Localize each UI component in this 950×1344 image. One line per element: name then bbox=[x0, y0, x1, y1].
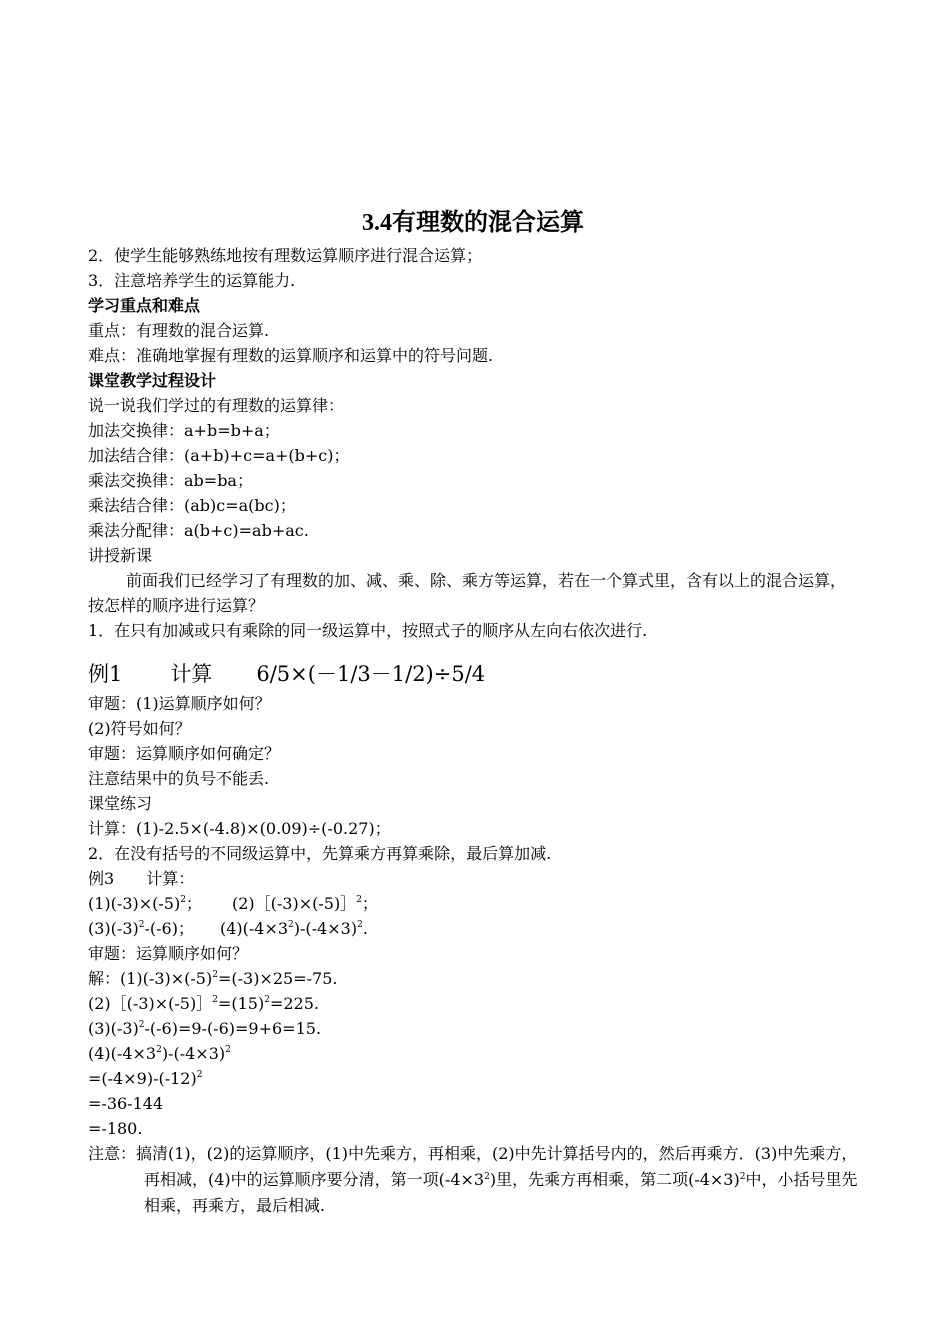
practice-problem: 计算：(1)-2.5×(-4.8)×(0.09)÷(-0.27)； bbox=[88, 819, 391, 838]
rule-2: 2．在没有括号的不同级运算中，先算乘方再算乘除，最后算加减. bbox=[88, 844, 552, 863]
question-3: (3)(-3) bbox=[88, 919, 139, 938]
example-3-word: 计算： bbox=[146, 869, 195, 888]
solution-3-text: (3)(-3) bbox=[88, 1019, 139, 1038]
exponent: 2 bbox=[357, 920, 363, 930]
solution-2-result: =225. bbox=[269, 994, 319, 1013]
process-heading: 课堂教学过程设计 bbox=[88, 371, 217, 390]
note-text-2: )里，先乘方再相乘，第二项(-4×3) bbox=[489, 1170, 740, 1189]
exponent: 2 bbox=[212, 995, 218, 1005]
example-3-label: 例3 bbox=[88, 869, 115, 888]
question-4-end: . bbox=[362, 919, 368, 938]
solution-3 bbox=[88, 1016, 858, 1041]
note-text-1: 注意：搞清(1)，(2)的运算顺序，(1)中先乘方，再相乘，(2)中先计算括号内的，然后再乘方．(3)中先乘方，再相减，(4)中的运算顺序要分清，第一项(-4×3 bbox=[88, 1144, 858, 1189]
exponent: 2 bbox=[484, 1172, 490, 1182]
solution-2-step: =(15) bbox=[217, 994, 265, 1013]
law-distributive: 乘法分配律：a(b+c)=ab+ac. bbox=[88, 521, 309, 540]
solution-4-step-2: =-36-144 bbox=[88, 1094, 164, 1113]
example-1-heading bbox=[88, 659, 858, 689]
solution-1-result: =(-3)×25=-75. bbox=[217, 969, 338, 988]
example-3-heading bbox=[88, 866, 858, 891]
question-1-end: ； bbox=[185, 894, 202, 913]
note-text-3: 中，小括号里先相乘，再乘方，最后相减. bbox=[144, 1170, 858, 1215]
objective-2: 2．使学生能够熟练地按有理数运算顺序进行混合运算； bbox=[88, 246, 483, 265]
note-paragraph bbox=[88, 1141, 858, 1219]
new-lesson-heading: 讲授新课 bbox=[88, 546, 153, 565]
exponent: 2 bbox=[138, 920, 145, 930]
law-mul-associative: 乘法结合律：(ab)c=a(bc)； bbox=[88, 496, 296, 515]
solution-4 bbox=[88, 1041, 858, 1066]
solution-4-step-1 bbox=[88, 1066, 858, 1091]
example-1-label: 例1 bbox=[88, 662, 123, 686]
example-3-review: 审题：运算顺序如何？ bbox=[88, 944, 249, 963]
example-1-review-1: 审题：(1)运算顺序如何？ bbox=[88, 694, 271, 713]
example-1-review-4: 注意结果中的负号不能丢. bbox=[88, 769, 270, 788]
exponent: 2 bbox=[196, 1070, 203, 1080]
solution-4-part: )-(-4×3) bbox=[161, 1044, 226, 1063]
question-4: (4)(-4×3 bbox=[219, 919, 289, 938]
solution-3-result: -(-6)=9-(-6)=9+6=15. bbox=[144, 1019, 322, 1038]
example-1-review-2: (2)符号如何？ bbox=[88, 719, 191, 738]
example-1-word: 计算 bbox=[170, 662, 213, 686]
exponent: 2 bbox=[180, 895, 186, 905]
key-point-focus: 重点：有理数的混合运算. bbox=[88, 321, 270, 340]
example-1-review-3: 审题：运算顺序如何确定？ bbox=[88, 744, 281, 763]
exponent: 2 bbox=[225, 1045, 231, 1055]
question-2-end: ； bbox=[361, 894, 378, 913]
exponent: 2 bbox=[156, 1045, 162, 1055]
law-mul-commutative: 乘法交换律：ab=ba； bbox=[88, 471, 253, 490]
document-page bbox=[88, 205, 858, 1219]
example-3-questions-row-2 bbox=[88, 916, 858, 941]
laws-intro: 说一说我们学过的有理数的运算律： bbox=[88, 396, 345, 415]
solution-4-step-3: =-180. bbox=[88, 1119, 143, 1138]
solution-2 bbox=[88, 991, 858, 1016]
exponent: 2 bbox=[739, 1172, 746, 1182]
intro-paragraph: 前面我们已经学习了有理数的加、减、乘、除、乘方等运算，若在一个算式里，含有以上的混合运算，按怎样的顺序进行运算？ bbox=[88, 571, 847, 615]
law-add-commutative: 加法交换律：a+b=b+a； bbox=[88, 421, 280, 440]
example-1-expression: 6/5×(－1/3－1/2)÷5/4 bbox=[256, 662, 486, 686]
question-2: (2)［(-3)×(-5)］ bbox=[231, 894, 357, 913]
page-title: 3.4有理数的混合运算 bbox=[362, 210, 584, 236]
solution-1 bbox=[88, 966, 858, 991]
practice-heading: 课堂练习 bbox=[88, 794, 153, 813]
objective-3: 3．注意培养学生的运算能力. bbox=[88, 271, 296, 290]
exponent: 2 bbox=[288, 920, 294, 930]
key-points-heading: 学习重点和难点 bbox=[88, 296, 201, 315]
solution-4-text: (4)(-4×3 bbox=[88, 1044, 157, 1063]
exponent: 2 bbox=[356, 895, 362, 905]
solution-4-step-1-text: =(-4×9)-(-12) bbox=[88, 1069, 197, 1088]
solution-2-text: (2)［(-3)×(-5)］ bbox=[88, 994, 213, 1013]
exponent: 2 bbox=[138, 1020, 145, 1030]
example-3-questions-row-1 bbox=[88, 891, 858, 916]
key-point-difficulty: 难点：准确地掌握有理数的运算顺序和运算中的符号问题. bbox=[88, 346, 494, 365]
exponent: 2 bbox=[212, 970, 218, 980]
law-add-associative: 加法结合律：(a+b)+c=a+(b+c)； bbox=[88, 446, 350, 465]
question-3-end: -(-6)； bbox=[144, 919, 194, 938]
rule-1: 1．在只有加减或只有乘除的同一级运算中，按照式子的顺序从左向右依次进行. bbox=[88, 621, 648, 640]
question-4-part: )-(-4×3) bbox=[293, 919, 358, 938]
question-1: (1)(-3)×(-5) bbox=[88, 894, 181, 913]
exponent: 2 bbox=[264, 995, 270, 1005]
solution-1-text: 解：(1)(-3)×(-5) bbox=[88, 969, 213, 988]
